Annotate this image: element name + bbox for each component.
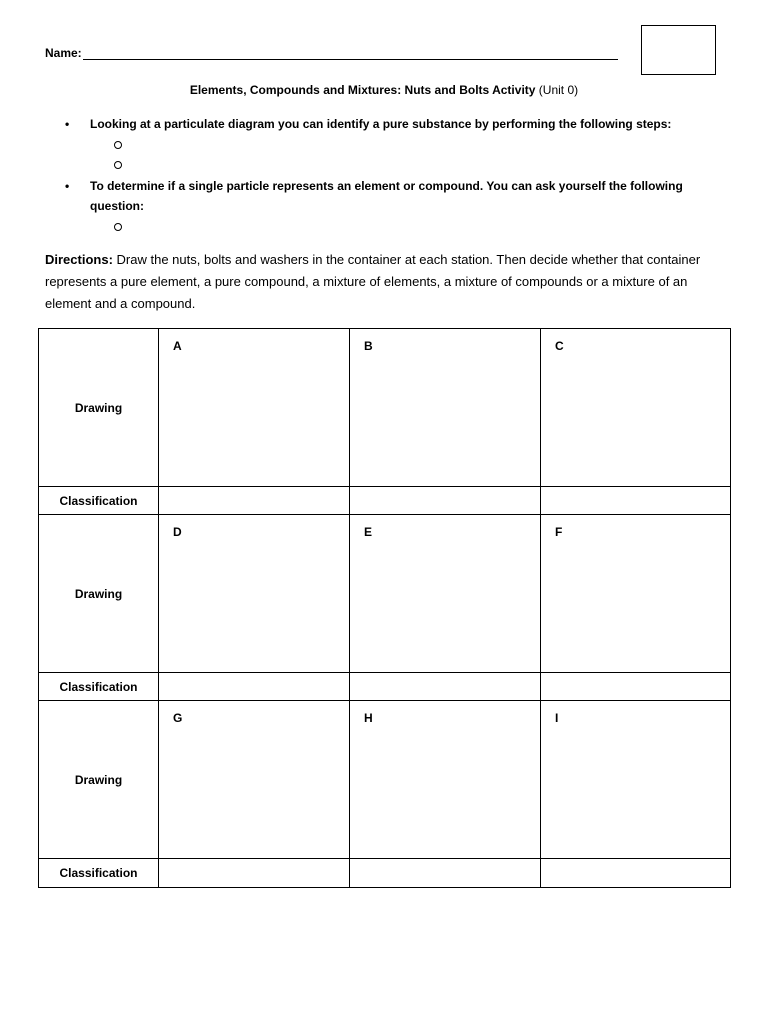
drawing-cell-d[interactable] <box>159 515 350 673</box>
classification-label: Classification <box>39 859 159 888</box>
station-table <box>38 328 731 888</box>
drawing-label: Drawing <box>39 515 159 673</box>
title-main: Elements, Compounds and Mixtures: Nuts and Bolts Activity <box>189 83 536 97</box>
bullet-icon: • <box>65 179 70 193</box>
directions-text: Draw the nuts, bolts and washers in the container at each station. Then decide whether that container represents a pure element, a pure compound, a mixture of elements, a mixture of compounds or a mixture of an element and a compound. <box>45 252 701 311</box>
page-title <box>0 83 768 97</box>
station-letter: C <box>555 339 564 353</box>
bullet-icon: • <box>65 117 70 131</box>
station-letter: F <box>555 525 563 539</box>
classification-label: Classification <box>39 487 159 515</box>
name-field[interactable] <box>45 46 618 60</box>
classification-cell-h[interactable] <box>350 859 541 888</box>
drawing-label: Drawing <box>39 701 159 859</box>
drawing-cell-e[interactable] <box>350 515 541 673</box>
station-letter: D <box>173 525 182 539</box>
drawing-cell-f[interactable] <box>541 515 731 673</box>
bullet-text: Looking at a particulate diagram you can identify a pure substance by performing the following steps: <box>90 117 672 131</box>
classification-row <box>39 487 731 515</box>
directions-label: Directions: <box>45 252 113 267</box>
classification-row <box>39 859 731 888</box>
drawing-cell-b[interactable] <box>350 329 541 487</box>
drawing-cell-g[interactable] <box>159 701 350 859</box>
classification-cell-e[interactable] <box>350 673 541 701</box>
name-label: Name: <box>45 46 82 60</box>
classification-cell-b[interactable] <box>350 487 541 515</box>
drawing-cell-a[interactable] <box>159 329 350 487</box>
drawing-cell-i[interactable] <box>541 701 731 859</box>
classification-cell-a[interactable] <box>159 487 350 515</box>
classification-cell-i[interactable] <box>541 859 731 888</box>
station-letter: E <box>364 525 373 539</box>
name-underline[interactable] <box>83 47 618 60</box>
directions <box>45 249 725 315</box>
classification-cell-c[interactable] <box>541 487 731 515</box>
drawing-cell-c[interactable] <box>541 329 731 487</box>
drawing-label: Drawing <box>39 329 159 487</box>
drawing-row <box>39 515 731 673</box>
classification-cell-d[interactable] <box>159 673 350 701</box>
score-box[interactable] <box>641 25 716 75</box>
classification-label: Classification <box>39 673 159 701</box>
sub-bullet-circle-icon <box>114 161 122 169</box>
bullet-text: To determine if a single particle represents an element or compound. You can ask yourself the following question: <box>90 179 683 213</box>
station-letter: B <box>364 339 373 353</box>
station-letter: I <box>555 711 559 725</box>
classification-row <box>39 673 731 701</box>
sub-bullet-circle-icon <box>114 223 122 231</box>
title-unit: (Unit 0) <box>538 83 579 97</box>
station-letter: H <box>364 711 373 725</box>
sub-bullet-circle-icon <box>114 141 122 149</box>
drawing-cell-h[interactable] <box>350 701 541 859</box>
station-letter: G <box>173 711 183 725</box>
drawing-row <box>39 329 731 487</box>
drawing-row <box>39 701 731 859</box>
classification-cell-f[interactable] <box>541 673 731 701</box>
station-letter: A <box>173 339 182 353</box>
classification-cell-g[interactable] <box>159 859 350 888</box>
